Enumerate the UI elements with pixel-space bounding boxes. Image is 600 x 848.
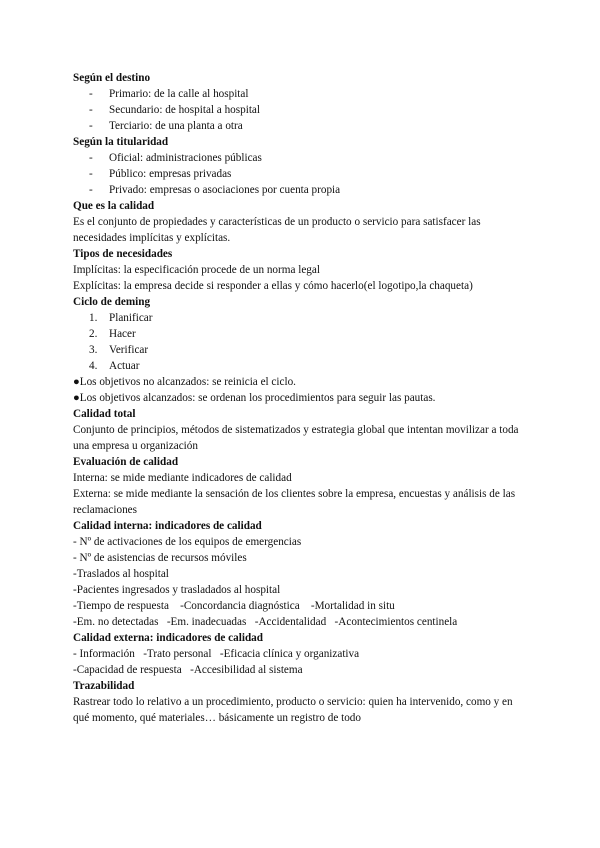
heading-trazabilidad: Trazabilidad — [73, 680, 135, 692]
heading-calidad-total: Calidad total — [73, 408, 136, 420]
heading-que-es-calidad: Que es la calidad — [73, 200, 155, 212]
list-item: - Terciario: de una planta a otra — [89, 120, 243, 132]
list-item: - Público: empresas privadas — [89, 168, 232, 180]
bullet-alcanzados: ●Los objetivos alcanzados: se ordenan los procedimientos para seguir las pautas. — [73, 392, 436, 404]
list-item: - Nº de activaciones de los equipos de emergencias — [73, 536, 302, 548]
heading-ciclo-deming: Ciclo de deming — [73, 296, 151, 308]
document-page — [73, 70, 528, 726]
text-explicitas: Explícitas: la empresa decide si responder a ellas y cómo hacerlo(el logotipo,la chaqueta) — [73, 280, 473, 292]
heading-calidad-externa: Calidad externa: indicadores de calidad — [73, 632, 263, 644]
list-item: - Oficial: administraciones públicas — [89, 152, 262, 164]
list-item: - Privado: empresas o asociaciones por cuenta propia — [89, 184, 341, 196]
heading-evaluacion-calidad: Evaluación de calidad — [73, 456, 179, 468]
list-item: -Em. no detectadas -Em. inadecuadas -Accidentalidad -Acontecimientos centinela — [73, 616, 458, 628]
list-item: 1. Planificar — [89, 312, 153, 324]
paragraph-calidad: Es el conjunto de propiedades y características de un producto o servicio para satisfacer las necesidades implícitas y explícitas. — [73, 216, 481, 244]
heading-tipos-necesidades: Tipos de necesidades — [73, 248, 173, 260]
paragraph-calidad-total: Conjunto de principios, métodos de sistematizados y estrategia global que intentan movilizar a toda una empresa u organización — [73, 424, 519, 452]
text-interna: Interna: se mide mediante indicadores de calidad — [73, 472, 292, 484]
paragraph-trazabilidad: Rastrear todo lo relativo a un procedimiento, producto o servicio: quien ha intervenido, como y en qué momento, qué materiales… básicamente un registro de todo — [73, 696, 513, 724]
list-item: 2. Hacer — [89, 328, 136, 340]
heading-calidad-interna: Calidad interna: indicadores de calidad — [73, 520, 262, 532]
heading-segun-titularidad: Según la titularidad — [73, 136, 169, 148]
list-item: -Capacidad de respuesta -Accesibilidad al sistema — [73, 664, 303, 676]
list-item: 3. Verificar — [89, 344, 149, 356]
bullet-no-alcanzados: ●Los objetivos no alcanzados: se reinicia el ciclo. — [73, 376, 296, 388]
list-item: -Tiempo de respuesta -Concordancia diagnóstica -Mortalidad in situ — [73, 600, 395, 612]
list-item: -Traslados al hospital — [73, 568, 169, 580]
text-externa: Externa: se mide mediante la sensación de los clientes sobre la empresa, encuestas y análisis de las reclamaciones — [73, 488, 516, 516]
list-item: - Nº de asistencias de recursos móviles — [73, 552, 247, 564]
list-item: -Pacientes ingresados y trasladados al hospital — [73, 584, 281, 596]
heading-segun-destino: Según el destino — [73, 72, 151, 84]
list-item: 4. Actuar — [89, 360, 140, 372]
text-implicitas: Implícitas: la especificación procede de un norma legal — [73, 264, 320, 276]
list-item: - Secundario: de hospital a hospital — [89, 104, 260, 116]
list-item: - Información -Trato personal -Eficacia clínica y organizativa — [73, 648, 360, 660]
list-item: - Primario: de la calle al hospital — [89, 88, 249, 100]
